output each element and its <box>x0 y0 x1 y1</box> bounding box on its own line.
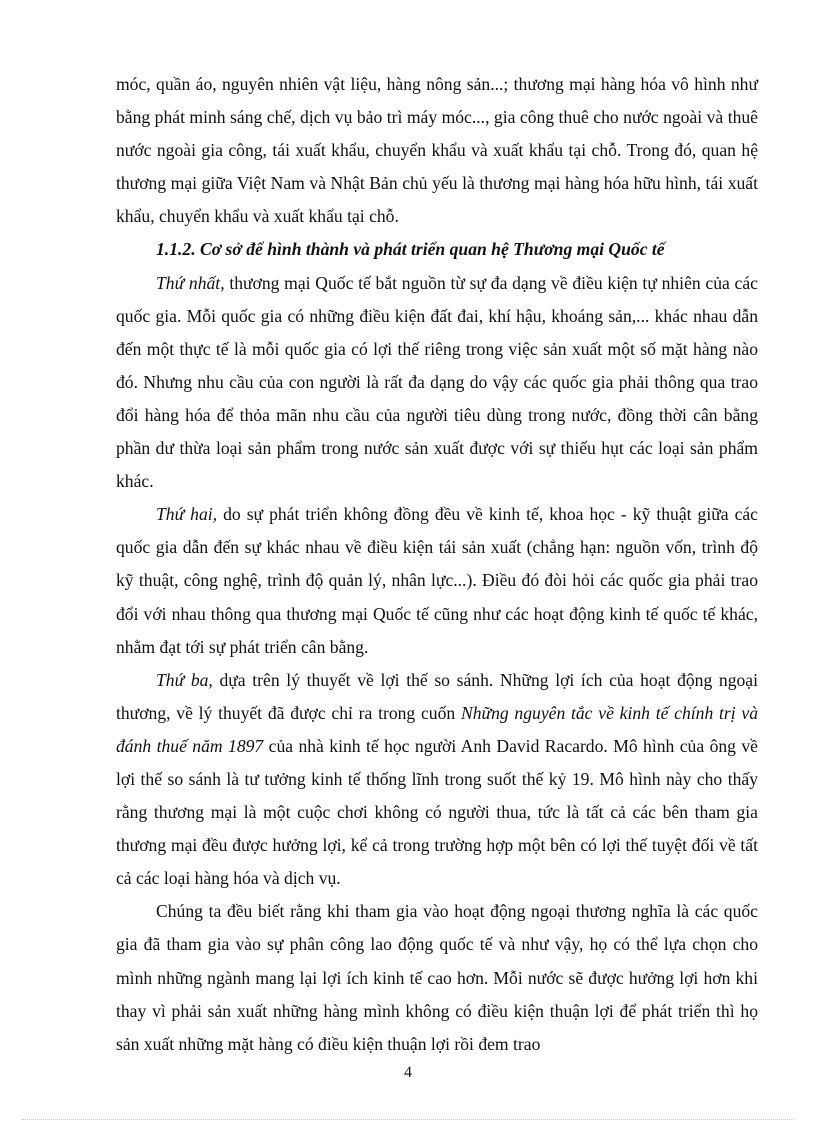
paragraph-first-reason <box>116 267 758 499</box>
paragraph-second-body: do sự phát triển không đồng đều về kinh tế, khoa học - kỹ thuật giữa các quốc gia dẫn đến sự khác nhau về điều kiện tái sản xuất (chẳng hạn: nguồn vốn, trình độ kỹ thuật, công nghệ, trình độ quản lý, nhân lực...). Điều đó đòi hỏi các quốc gia phải trao đổi với nhau thông qua thương mại Quốc tế cũng như các hoạt động kinh tế quốc tế khác, nhằm đạt tới sự phát triển cân bằng. <box>116 504 758 657</box>
paragraph-division-of-labour: Chúng ta đều biết rằng khi tham gia vào hoạt động ngoại thương nghĩa là các quốc gia đã tham gia vào sự phân công lao động quốc tế và như vậy, họ có thể lựa chọn cho mình những ngành mang lại lợi ích kinh tế cao hơn. Mỗi nước sẽ được hưởng lợi hơn khi thay vì phải sản xuất những hàng mình không có điều kiện thuận lợi để phát triển thì họ sản xuất những mặt hàng có điều kiện thuận lợi rồi đem trao <box>116 901 758 1054</box>
lead-phrase-second: Thứ hai, <box>156 504 218 525</box>
lead-phrase-first: Thứ nhất, <box>156 272 225 293</box>
book-title: Những nguyên tắc về kinh tế chính trị và đánh thuế năm 1897 <box>116 702 758 756</box>
paragraph-third-body-start: dựa trên lý thuyết về lợi thế so sánh. Những lợi ích của hoạt động ngoại thương, về lý thuyết đã được chỉ ra trong cuốn <box>116 669 758 723</box>
page-bottom-divider <box>22 1119 794 1120</box>
paragraph-third-body-end: của nhà kinh tế học người Anh David Racardo. Mô hình của ông về lợi thế so sánh là tư tưởng kinh tế thống lĩnh trong suốt thế kỷ 19. Mô hình này cho thấy rằng thương mại là một cuộc chơi không có người thua, tức là tất cả các bên tham gia thương mại đều được hưởng lợi, kể cả trong trường hợp một bên có lợi thế tuyệt đối về tất cả các loại hàng hóa và dịch vụ. <box>116 735 758 889</box>
page-number: 4 <box>404 1064 412 1081</box>
paragraph-first-body: thương mại Quốc tế bắt nguồn từ sự đa dạng về điều kiện tự nhiên của các quốc gia. Mỗi quốc gia có những điều kiện đất đai, khí hậu, khoáng sản,... khác nhau dẫn đến một thực tế là mỗi quốc gia có lợi thế riêng trong việc sản xuất một số mặt hàng nào đó. Nhưng nhu cầu của con người là rất đa dạng do vậy các quốc gia phải thông qua trao đổi hàng hóa để thỏa mãn nhu cầu của người tiêu dùng trong nước, đồng thời cân bằng phần dư thừa loại sản phẩm trong nước sản xuất được với sự thiếu hụt các loại sản phẩm khác. <box>116 272 758 492</box>
section-heading: 1.1.2. Cơ sở để hình thành và phát triển quan hệ Thương mại Quốc tế <box>156 239 665 260</box>
paragraph-second-reason <box>116 498 758 663</box>
document-page-body <box>116 68 758 1061</box>
paragraph-continuation: móc, quần áo, nguyên nhiên vật liệu, hàng nông sản...; thương mại hàng hóa vô hình như bằng phát minh sáng chế, dịch vụ bảo trì máy móc..., gia công thuê cho nước ngoài và thuê nước ngoài gia công, tái xuất khẩu, chuyển khẩu và xuất khẩu tại chỗ. Trong đó, quan hệ thương mại giữa Việt Nam và Nhật Bản chủ yếu là thương mại hàng hóa hữu hình, tái xuất khẩu, chuyển khẩu và xuất khẩu tại chỗ. <box>116 74 758 227</box>
lead-phrase-third: Thứ ba, <box>156 669 213 690</box>
paragraph-third-reason <box>116 664 758 896</box>
